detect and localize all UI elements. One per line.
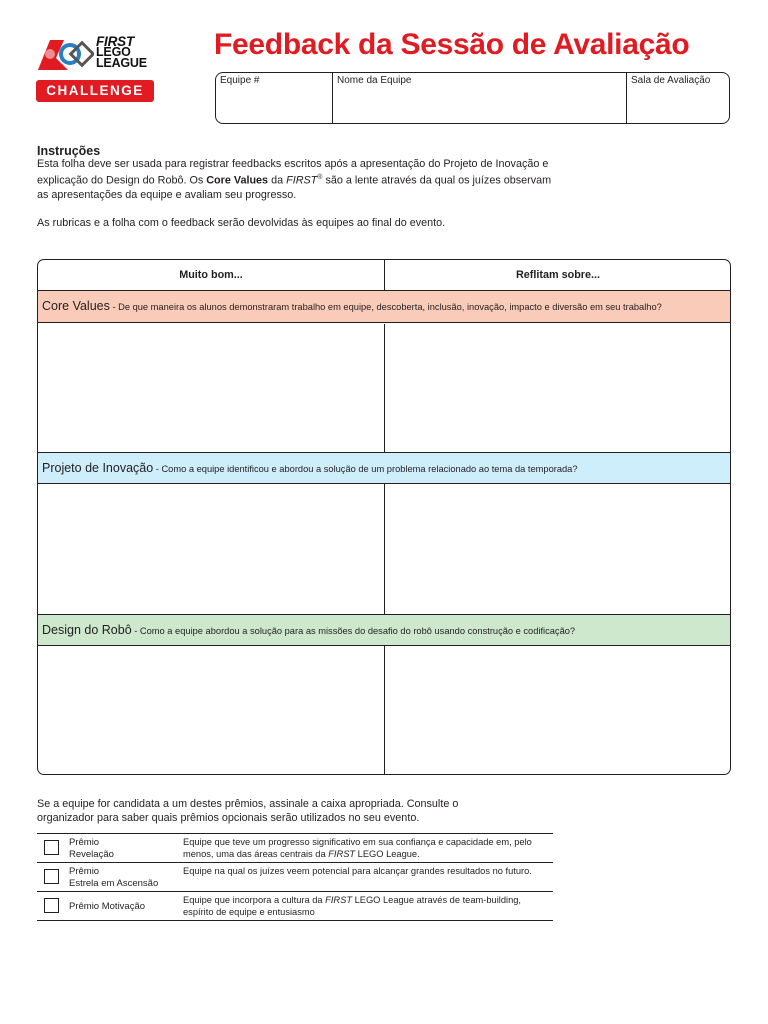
award-checkbox[interactable] bbox=[44, 840, 59, 855]
section-name: Projeto de Inovação bbox=[42, 461, 154, 475]
award-name-line: Prêmio bbox=[69, 866, 100, 877]
award-desc-text: Equipe que teve um progresso significativo em sua confiança e capacidade em, pelo menos, uma das áreas centrais da bbox=[183, 837, 532, 859]
registered-mark: ® bbox=[317, 174, 323, 182]
award-desc-text: Equipe na qual os juízes veem potencial para alcançar grandes resultados no futuro. bbox=[183, 866, 532, 876]
instructions-text-3: são a lente através da qual os juízes observam as apresentações da equipe e avaliam seu progresso. bbox=[37, 174, 552, 201]
logo-wordmark bbox=[96, 36, 147, 69]
award-desc-text: Equipe que incorpora a cultura da bbox=[183, 895, 326, 905]
page-title: Feedback da Sessão de Avaliação bbox=[214, 28, 690, 61]
judging-room-field[interactable] bbox=[627, 73, 729, 123]
award-row bbox=[37, 833, 553, 862]
logo-first: FIRST bbox=[96, 34, 134, 49]
awards-list bbox=[37, 833, 553, 921]
first-emphasis: FIRST bbox=[286, 174, 318, 187]
section-core-values bbox=[38, 291, 730, 323]
core-values-good-cell[interactable] bbox=[38, 324, 384, 452]
award-name-line: Prêmio Motivação bbox=[69, 901, 146, 912]
column-header-reflect: Reflitam sobre... bbox=[516, 269, 600, 281]
award-name bbox=[69, 866, 177, 889]
section-name: Design do Robô bbox=[42, 623, 132, 637]
awards-intro: Se a equipe for candidata a um destes prêmios, assinale a caixa apropriada. Consulte o organizador para saber quais prêmios opcionais serão utilizados no seu evento. bbox=[37, 798, 459, 824]
award-checkbox[interactable] bbox=[44, 898, 59, 913]
award-name-line: Estrela em Ascensão bbox=[69, 877, 159, 889]
core-values-reflect-cell[interactable] bbox=[385, 324, 731, 452]
feedback-table bbox=[37, 259, 731, 775]
robot-design-reflect-cell[interactable] bbox=[385, 646, 731, 775]
instructions-paragraph bbox=[37, 157, 557, 202]
logo-league: LEAGUE bbox=[96, 56, 147, 70]
team-number-field[interactable] bbox=[216, 73, 333, 123]
logo-mark-icon bbox=[36, 36, 94, 72]
instructions-heading: Instruções bbox=[37, 144, 101, 158]
award-desc-text: LEGO League. bbox=[355, 849, 420, 859]
core-values-emphasis: Core Values bbox=[206, 174, 269, 187]
robot-design-good-cell[interactable] bbox=[38, 646, 384, 775]
team-name-label: Nome da Equipe bbox=[337, 75, 412, 86]
award-desc-italic: FIRST bbox=[328, 849, 356, 859]
award-name bbox=[69, 901, 177, 913]
award-description bbox=[183, 865, 551, 877]
section-question: - Como a equipe identificou e abordou a solução de um problema relacionado ao tema da temporada? bbox=[153, 464, 578, 474]
first-lego-league-logo bbox=[36, 36, 156, 102]
award-desc-italic: FIRST bbox=[325, 895, 352, 905]
section-name: Core Values bbox=[42, 299, 110, 313]
award-name-line: Revelação bbox=[69, 848, 114, 860]
challenge-badge: CHALLENGE bbox=[36, 80, 154, 102]
award-name-line: Prêmio bbox=[69, 837, 100, 848]
logo-lego: LEGO bbox=[96, 45, 131, 59]
award-description bbox=[183, 836, 551, 860]
section-question: - Como a equipe abordou a solução para as missões do desafio do robô usando construção e codificação? bbox=[131, 626, 576, 636]
column-header-good: Muito bom... bbox=[179, 269, 243, 281]
instructions-text-2: da bbox=[268, 174, 287, 187]
award-desc-text: LEGO League através de team-building, espírito de equipe e entusiasmo bbox=[183, 895, 521, 917]
team-name-field[interactable] bbox=[333, 73, 627, 123]
instructions-note: As rubricas e a folha com o feedback serão devolvidas às equipes ao final do evento. bbox=[37, 217, 446, 229]
award-name bbox=[69, 837, 177, 860]
team-info-box bbox=[215, 72, 730, 124]
judging-room-label: Sala de Avaliação bbox=[631, 75, 711, 86]
section-question: - De que maneira os alunos demonstraram trabalho em equipe, descoberta, inclusão, inovação, impacto e diversão em seu trabalho? bbox=[109, 302, 662, 312]
innovation-reflect-cell[interactable] bbox=[385, 484, 731, 614]
section-robot-design bbox=[38, 614, 730, 646]
section-innovation-project bbox=[38, 452, 730, 484]
instructions-text-1: Esta folha deve ser usada para registrar feedbacks escritos após a apresentação do Projeto de Inovação e explicação do Design do Robô. Os bbox=[37, 158, 549, 187]
award-checkbox[interactable] bbox=[44, 869, 59, 884]
award-description bbox=[183, 894, 551, 918]
award-row bbox=[37, 862, 553, 891]
award-row bbox=[37, 891, 553, 921]
team-number-label: Equipe # bbox=[220, 75, 260, 86]
innovation-good-cell[interactable] bbox=[38, 484, 384, 614]
